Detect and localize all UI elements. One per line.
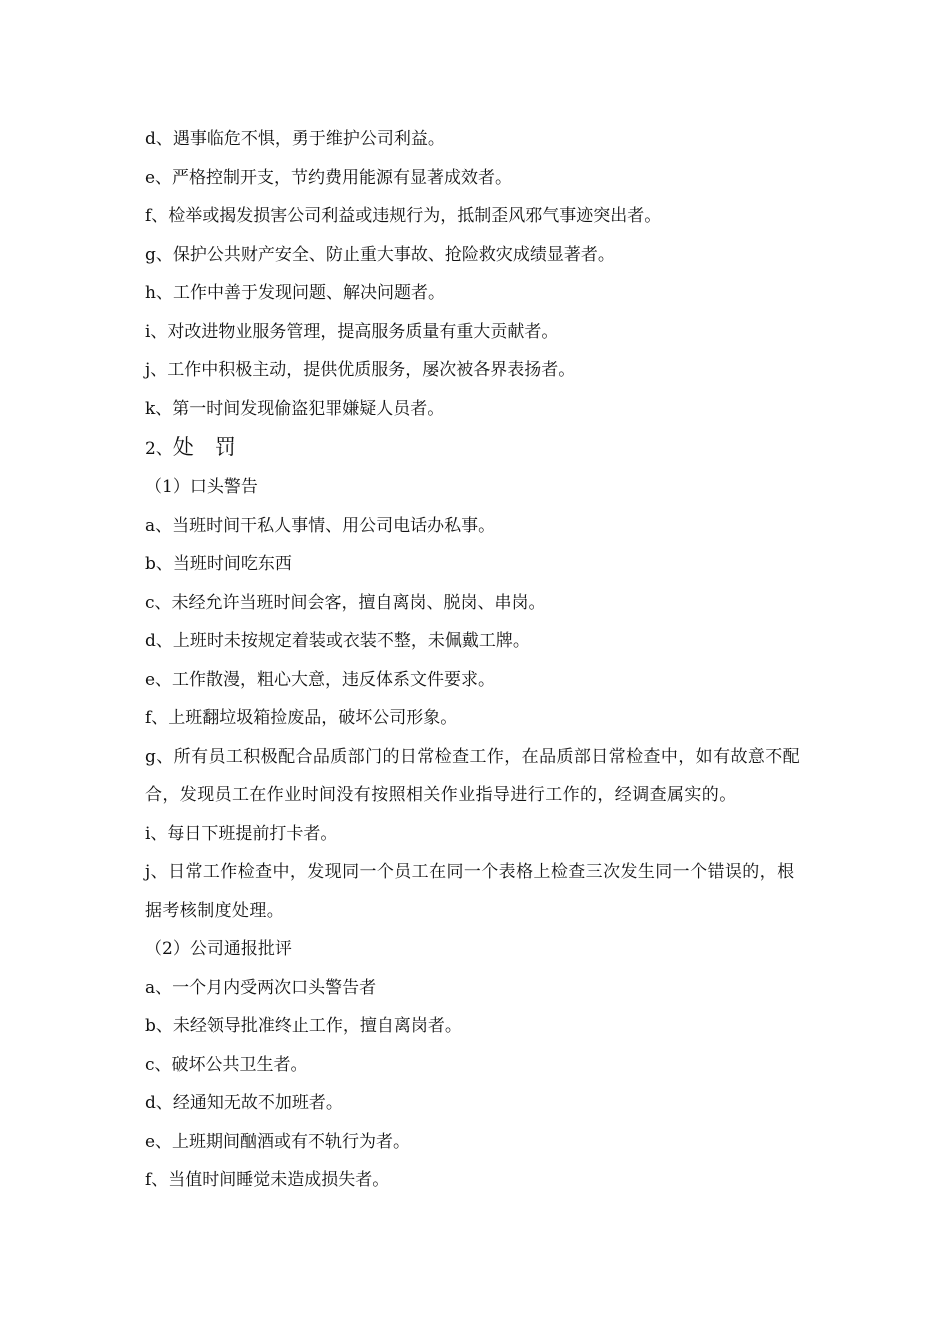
criticism-item-b: b、未经领导批准终止工作，擅自离岗者。 [145,1016,462,1036]
criticism-item-c: c、破坏公共卫生者。 [145,1054,308,1075]
criticism-item-a: a、一个月内受两次口头警告者 [145,977,377,998]
circulated-criticism-title: （2）公司通报批评 [145,939,292,959]
punishment-heading-number: 2、 [145,439,173,459]
verbal-warning-item-g: g、所有员工积极配合品质部门的日常检查工作，在品质部日常检查中，如有故意不配合，发现员工在作业时间没有按照相关作业指导进行工作的，经调查属实的。 [145,746,801,805]
reward-item-e: e、严格控制开支，节约费用能源有显著成效者。 [145,167,513,188]
verbal-warning-title: （1）口头警告 [145,477,258,497]
punishment-heading-text: 处 罚 [172,435,236,459]
document-body [145,120,810,1200]
reward-item-j: j、工作中积极主动，提供优质服务，屡次被各界表扬者。 [145,360,576,380]
verbal-warning-item-e: e、工作散漫，粗心大意，违反体系文件要求。 [145,669,496,690]
verbal-warning-item-c: c、未经允许当班时间会客，擅自离岗、脱岗、串岗。 [145,592,546,613]
reward-item-h: h、工作中善于发现问题、解决问题者。 [145,283,445,303]
verbal-warning-item-a: a、当班时间干私人事情、用公司电话办私事。 [145,515,496,536]
criticism-item-f: f、当值时间睡觉未造成损失者。 [145,1170,390,1190]
reward-item-f: f、检举或揭发损害公司利益或违规行为，抵制歪风邪气事迹突出者。 [145,206,662,226]
punishment-heading [145,428,810,468]
verbal-warning-item-d: d、上班时未按规定着装或衣装不整，未佩戴工牌。 [145,631,530,651]
criticism-item-e: e、上班期间酗酒或有不轨行为者。 [145,1131,411,1152]
reward-item-k: k、第一时间发现偷盗犯罪嫌疑人员者。 [145,398,445,419]
verbal-warning-item-i: i、每日下班提前打卡者。 [145,823,338,844]
reward-item-g: g、保护公共财产安全、防止重大事故、抢险救灾成绩显著者。 [145,244,615,265]
reward-item-i: i、对改进物业服务管理，提高服务质量有重大贡献者。 [145,321,559,342]
reward-item-d: d、遇事临危不惧，勇于维护公司利益。 [145,129,445,149]
criticism-item-d: d、经通知无故不加班者。 [145,1093,343,1113]
verbal-warning-item-j: j、日常工作检查中，发现同一个员工在同一个表格上检查三次发生同一个错误的，根据考核制度处理。 [145,862,795,921]
verbal-warning-item-f: f、上班翻垃圾箱捡废品，破坏公司形象。 [145,708,458,728]
verbal-warning-item-b: b、当班时间吃东西 [145,554,292,574]
